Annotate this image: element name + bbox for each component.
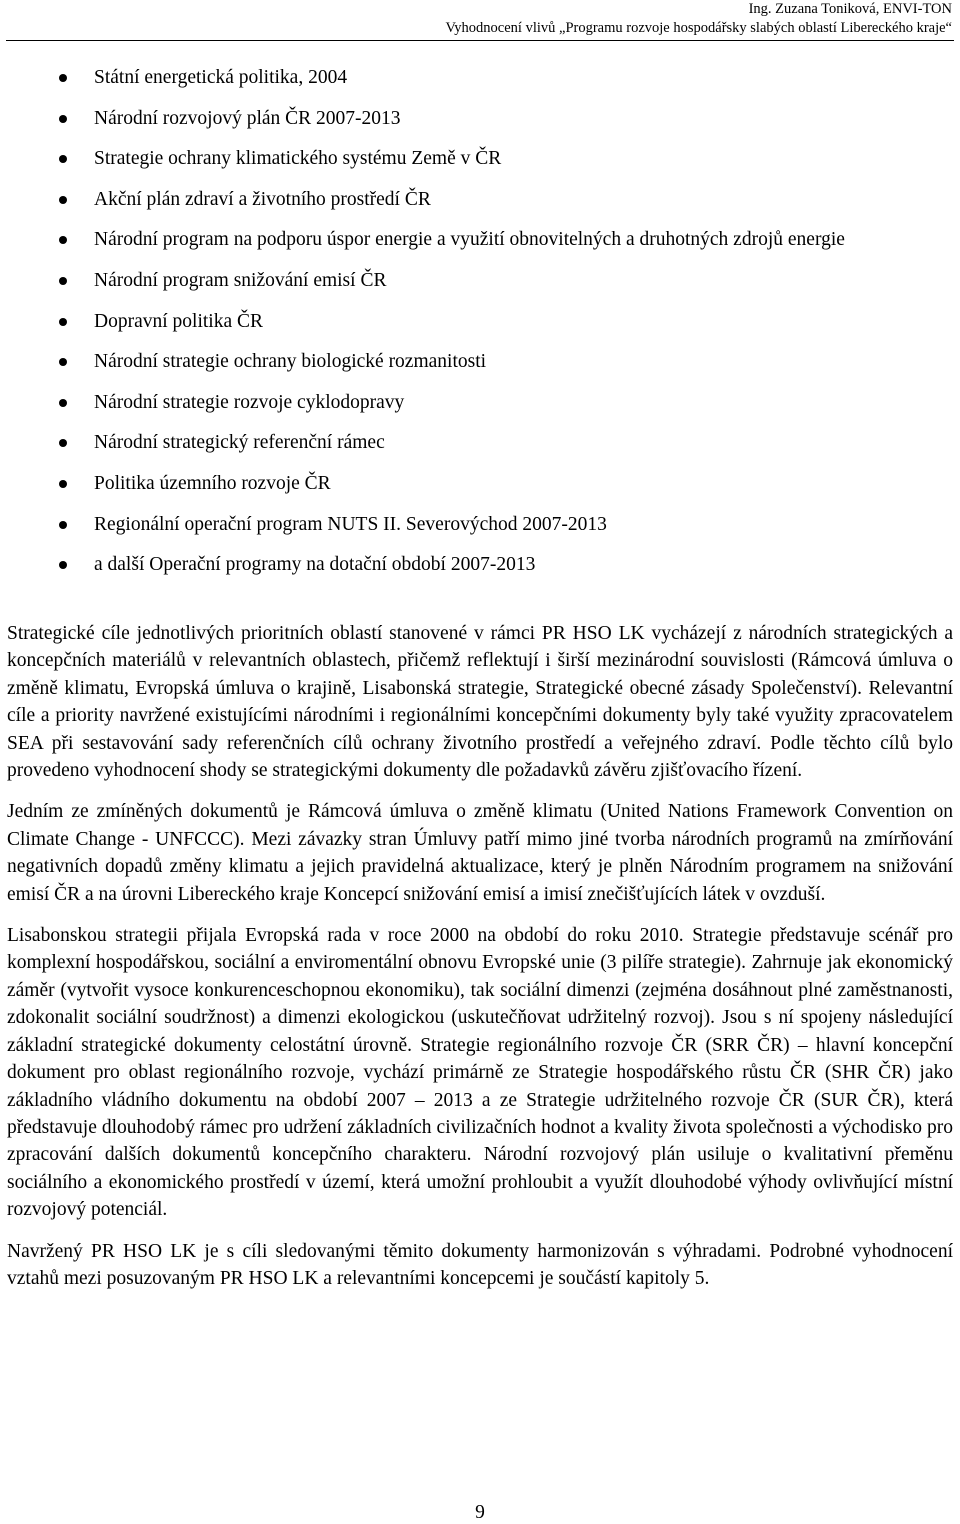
- body-text: [7, 620, 953, 1306]
- list-item-text: Politika územního rozvoje ČR: [94, 472, 331, 494]
- list-item: [0, 267, 960, 295]
- list-item-text: a další Operační programy na dotační období 2007-2013: [94, 554, 536, 576]
- list-item-text: Národní strategie rozvoje cyklodopravy: [94, 391, 405, 413]
- bullet-icon: [59, 521, 67, 529]
- bullet-icon: [59, 480, 67, 488]
- list-item-text: Národní rozvojový plán ČR 2007-2013: [94, 107, 401, 129]
- bullet-icon: [59, 155, 67, 163]
- paragraph-strategic-goals: Strategické cíle jednotlivých prioritních oblastí stanovené v rámci PR HSO LK vycházejí z národních strategických a koncepčních materiálů v relevantních oblastech, přičemž reflektují i širší mezinárodní souvislosti (Rámcová úmluva o změně klimatu, Evropská úmluva o krajině, Lisabonská strategie, Strategické obecné zásady Společenství). Relevantní cíle a priority navržené existujícími národními i regionálními koncepčními dokumenty byly také využity zpracovatelem SEA při sestavování sady referenčních cílů ochrany životního prostředí a veřejného zdraví. Podle těchto cílů bylo provedeno vyhodnocení shody se strategickými dokumenty dle požadavků závěru zjišťovacího řízení.: [7, 623, 953, 782]
- list-item: [0, 105, 960, 133]
- bullet-icon: [59, 318, 67, 326]
- strategic-documents-list: [0, 64, 960, 592]
- list-item: [0, 511, 960, 539]
- header-divider: [6, 40, 954, 41]
- paragraph-unfccc: Jedním ze zmíněných dokumentů je Rámcová úmluva o změně klimatu (United Nations Framework Convention on Climate Change - UNFCCC). Mezi závazky stran Úmluvy patří mimo jiné tvorba národních programů na zmírňování negativních dopadů změny klimatu a jejich pravidelná aktualizace, který je plněn Národním programem na snižování emisí ČR a na úrovni Libereckého kraje Koncepcí snižování emisí a imisí znečišťujících látek v ovzduší.: [7, 801, 953, 905]
- list-item-text: Národní program na podporu úspor energie a využití obnovitelných a druhotných zdrojů energie: [94, 229, 845, 251]
- bullet-icon: [59, 74, 67, 82]
- list-item: [0, 348, 960, 376]
- page-number: 9: [475, 1502, 485, 1523]
- list-item-text: Národní strategie ochrany biologické rozmanitosti: [94, 351, 487, 373]
- list-item: [0, 429, 960, 457]
- bullet-icon: [59, 561, 67, 569]
- list-item-text: Státní energetická politika, 2004: [94, 67, 348, 88]
- list-item-text: Strategie ochrany klimatického systému Země v ČR: [94, 148, 502, 170]
- bullet-icon: [59, 277, 67, 285]
- list-item: [0, 226, 960, 254]
- list-item: [0, 470, 960, 498]
- list-item: [0, 389, 960, 417]
- list-item-text: Národní program snižování emisí ČR: [94, 269, 387, 291]
- paragraph-lisbon-strategy: Lisabonskou strategii přijala Evropská rada v roce 2000 na období do roku 2010. Strategie představuje scénář pro komplexní hospodářskou, sociální a enviromentální obnovu Evropské unie (3 pilíře strategie). Zahrnuje jak ekonomický záměr (vytvořit vysoce konkurenceschopnou ekonomiku), tak sociální dimenzi (zejména dosáhnout plné zaměstnanosti, zdokonalit sociální soudržnost) a dimenzi ekologickou (uskutečňovat udržitelný rozvoj). Jsou s ní spojeny následující základní strategické dokumenty celostátní úrovně. Strategie regionálního rozvoje ČR (SRR ČR) – hlavní koncepční dokument pro oblast regionálního rozvoje, vychází primárně ze Strategie hospodářského růstu ČR (SHR ČR) jako základního vládního dokumentu na období 2007 – 2013 a ze Strategie udržitelného rozvoje ČR (SUR ČR), která představuje dlouhodobý rámec pro udržení základních civilizačních hodnot a kvality života společnosti a východisko pro zpracování dalších dokumentů koncepčního charakteru. Národní rozvojový plán usiluje o kvalitativní přeměnu sociálního a ekonomického prostředí v území, která umožní prohloubit a využít dlouhodobé výhody ovlivňující místní rozvojový potenciál.: [7, 925, 953, 1221]
- list-item-text: Národní strategický referenční rámec: [94, 432, 385, 454]
- list-item: [0, 551, 960, 579]
- list-item: [0, 64, 960, 92]
- bullet-icon: [59, 115, 67, 123]
- bullet-icon: [59, 196, 67, 204]
- list-item: [0, 186, 960, 214]
- page-header: [445, 0, 952, 38]
- bullet-icon: [59, 358, 67, 366]
- bullet-icon: [59, 236, 67, 244]
- paragraph-conclusion: Navržený PR HSO LK je s cíli sledovanými těmito dokumenty harmonizován s výhradami. Podrobné vyhodnocení vztahů mezi posuzovaným PR HSO LK a relevantními koncepcemi je součástí kapitoly 5.: [7, 1240, 953, 1289]
- bullet-icon: [59, 399, 67, 407]
- list-item: [0, 145, 960, 173]
- list-item: [0, 308, 960, 336]
- header-document-title: Vyhodnocení vlivů „Programu rozvoje hospodářsky slabých oblastí Libereckého kraje“: [445, 20, 952, 36]
- header-author: Ing. Zuzana Toniková, ENVI-TON: [748, 1, 952, 17]
- bullet-icon: [59, 439, 67, 447]
- list-item-text: Dopravní politika ČR: [94, 310, 263, 332]
- list-item-text: Regionální operační program NUTS II. Severovýchod 2007-2013: [94, 513, 607, 535]
- list-item-text: Akční plán zdraví a životního prostředí ČR: [94, 188, 431, 210]
